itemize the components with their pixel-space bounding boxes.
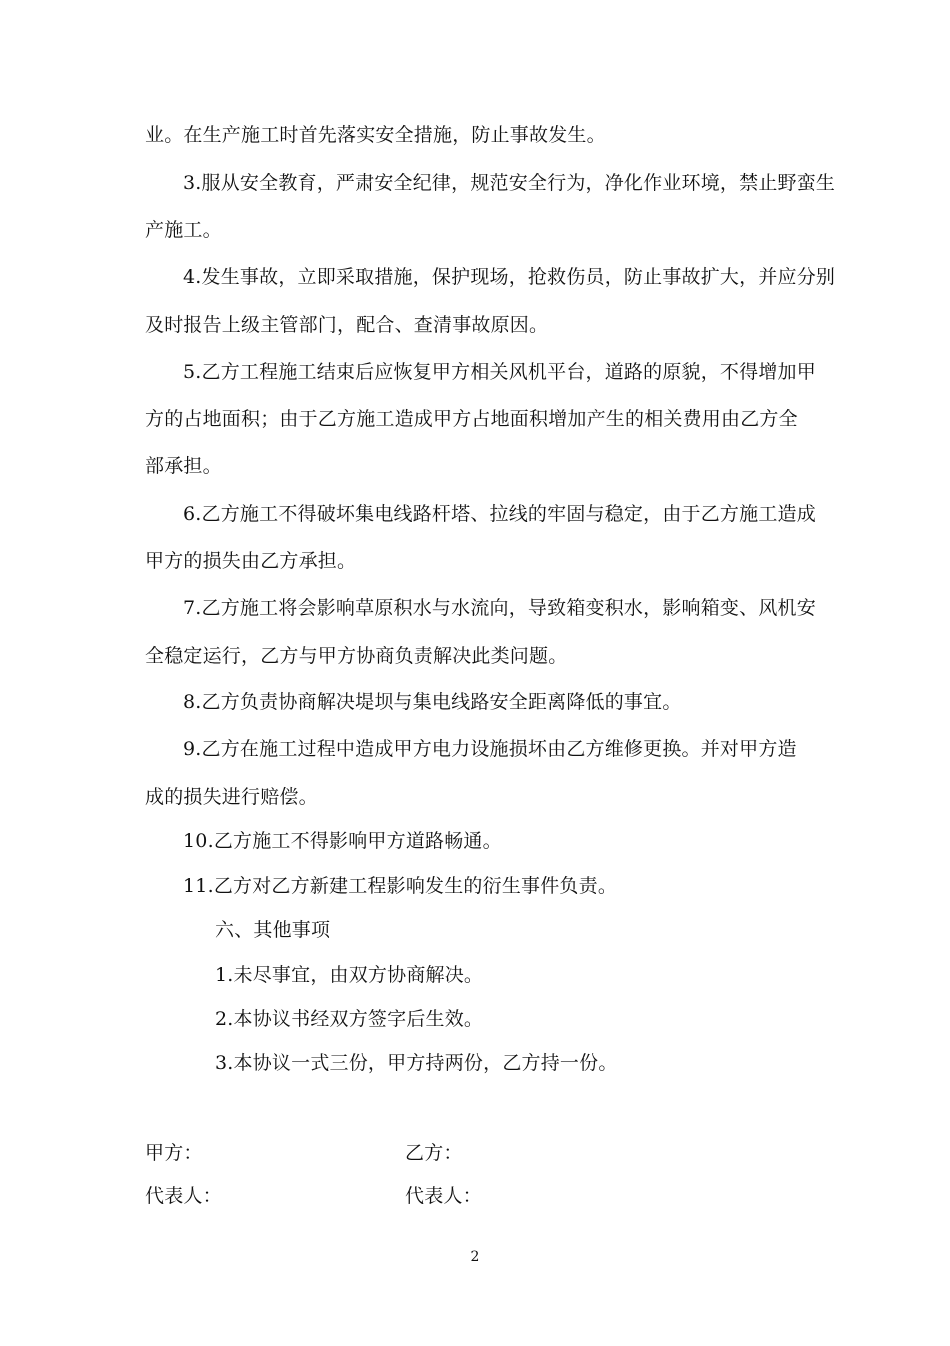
- representative-a-label: 代表人：: [145, 1185, 222, 1207]
- section-heading-other-matters: 六、其他事项: [215, 919, 331, 941]
- representative-b-label: 代表人：: [405, 1185, 482, 1207]
- clause-6-line-2: 甲方的损失由乙方承担。: [145, 550, 357, 572]
- clause-6-line-1: 6.乙方施工不得破坏集电线路杆塔、拉线的牢固与稳定，由于乙方施工造成: [183, 503, 816, 525]
- clause-10-line: 10.乙方施工不得影响甲方道路畅通。: [183, 830, 502, 852]
- clause-9-line-2: 成的损失进行赔偿。: [145, 786, 318, 808]
- clause-4-line-1: 4.发生事故，立即采取措施，保护现场，抢救伤员，防止事故扩大，并应分别: [183, 266, 836, 288]
- clause-4-line-2: 及时报告上级主管部门，配合、查清事故原因。: [145, 314, 549, 336]
- party-a-label: 甲方：: [145, 1142, 203, 1164]
- other-item-2: 2.本协议书经双方签字后生效。: [215, 1008, 484, 1030]
- clause-8-line-1: 8.乙方负责协商解决堤坝与集电线路安全距离降低的事宜。: [183, 691, 682, 713]
- clause-3-line-2: 产施工。: [145, 219, 222, 241]
- clause-5-line-2: 方的占地面积；由于乙方施工造成甲方占地面积增加产生的相关费用由乙方全: [145, 408, 798, 430]
- page-number: 2: [470, 1249, 480, 1265]
- clause-3-line-1: 3.服从安全教育，严肃安全纪律，规范安全行为，净化作业环境，禁止野蛮生: [183, 172, 836, 194]
- other-item-1: 1.未尽事宜，由双方协商解决。: [215, 964, 484, 986]
- clause-9-line-1: 9.乙方在施工过程中造成甲方电力设施损坏由乙方维修更换。并对甲方造: [183, 738, 797, 760]
- clause-5-line-1: 5.乙方工程施工结束后应恢复甲方相关风机平台，道路的原貌，不得增加甲: [183, 361, 816, 383]
- clause-7-line-2: 全稳定运行，乙方与甲方协商负责解决此类问题。: [145, 645, 568, 667]
- paragraph-line: 业。在生产施工时首先落实安全措施，防止事故发生。: [145, 124, 606, 146]
- clause-11-line: 11.乙方对乙方新建工程影响发生的衍生事件负责。: [183, 875, 618, 897]
- other-item-3: 3.本协议一式三份，甲方持两份，乙方持一份。: [215, 1052, 618, 1074]
- party-b-label: 乙方：: [405, 1142, 463, 1164]
- clause-7-line-1: 7.乙方施工将会影响草原积水与水流向，导致箱变积水，影响箱变、风机安: [183, 597, 816, 619]
- clause-5-line-3: 部承担。: [145, 455, 222, 477]
